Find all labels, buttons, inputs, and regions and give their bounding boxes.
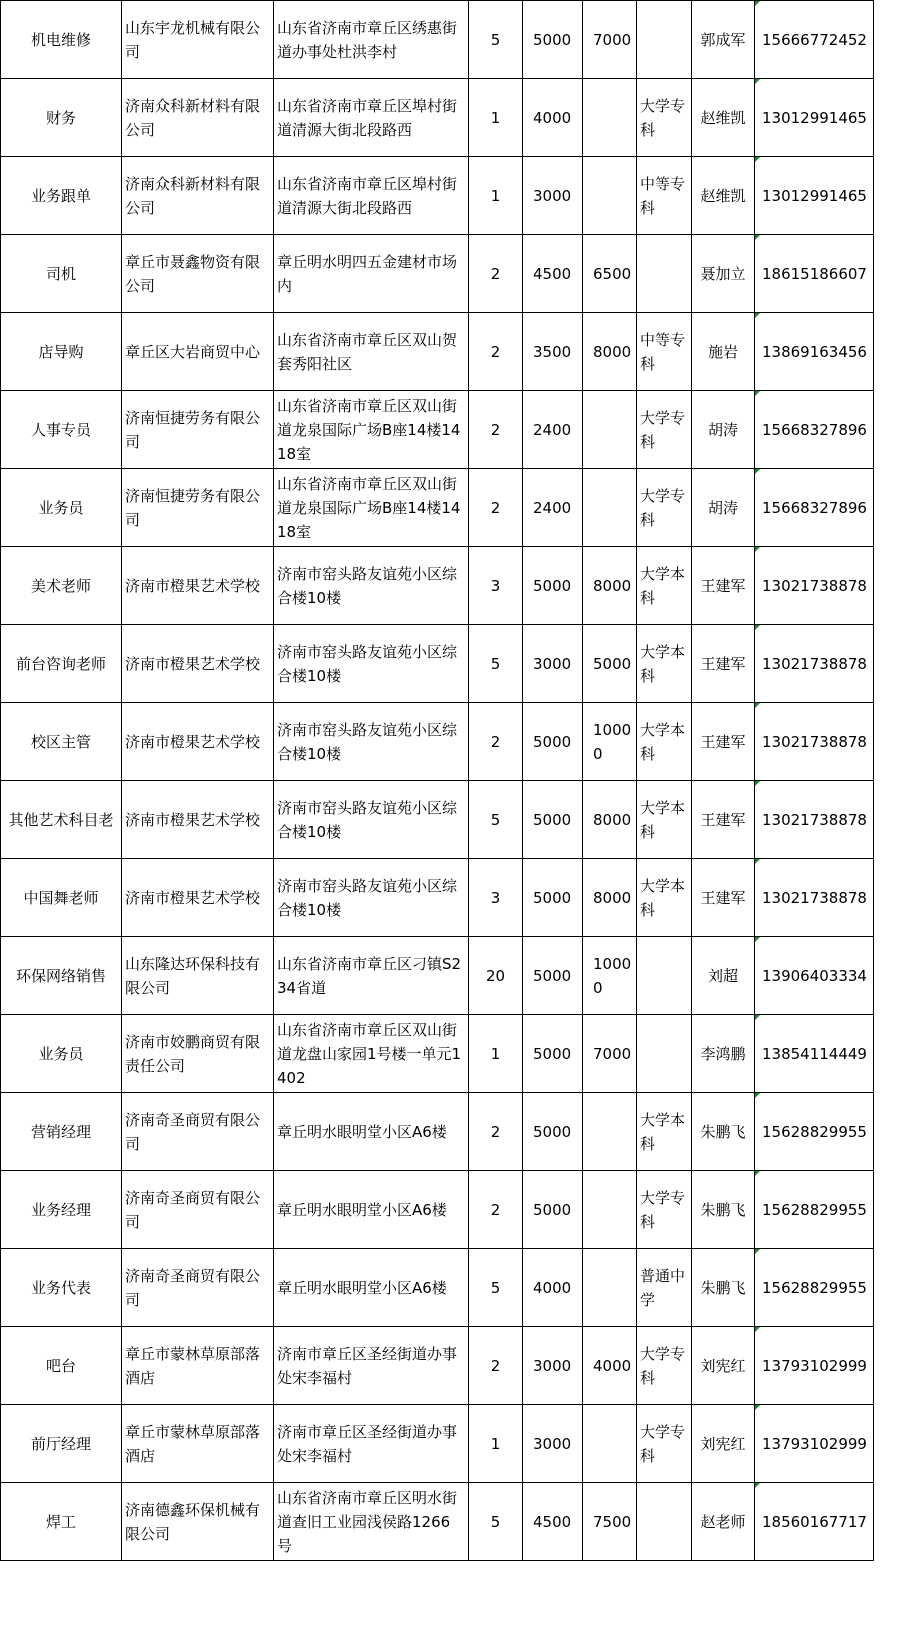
salary-min-cell: 2400	[523, 391, 583, 469]
headcount-cell: 5	[469, 625, 523, 703]
contact-cell: 朱鹏飞	[692, 1171, 755, 1249]
contact-cell: 施岩	[692, 313, 755, 391]
company-cell: 山东隆达环保科技有限公司	[122, 937, 274, 1015]
address-cell: 济南市窑头路友谊苑小区综合楼10楼	[274, 625, 469, 703]
company-cell: 济南奇圣商贸有限公司	[122, 1249, 274, 1327]
table-row	[1, 1327, 874, 1405]
address-cell: 山东省济南市章丘区埠村街道清源大街北段路西	[274, 157, 469, 235]
company-cell: 济南恒捷劳务有限公司	[122, 469, 274, 547]
phone-cell: 13021738878	[755, 859, 874, 937]
address-cell: 济南市章丘区圣经街道办事处宋李福村	[274, 1405, 469, 1483]
education-cell: 大学专科	[637, 1405, 692, 1483]
salary-min-cell: 5000	[523, 1015, 583, 1093]
salary-max-cell: 10000	[583, 937, 637, 1015]
headcount-cell: 2	[469, 1327, 523, 1405]
phone-cell: 15668327896	[755, 469, 874, 547]
address-cell: 山东省济南市章丘区刁镇S234省道	[274, 937, 469, 1015]
job-title-cell: 前厅经理	[1, 1405, 122, 1483]
job-title-cell: 业务经理	[1, 1171, 122, 1249]
job-title-cell: 环保网络销售	[1, 937, 122, 1015]
table-row	[1, 313, 874, 391]
salary-max-cell: 8000	[583, 781, 637, 859]
education-cell: 大学本科	[637, 547, 692, 625]
education-cell: 普通中学	[637, 1249, 692, 1327]
headcount-cell: 3	[469, 859, 523, 937]
phone-cell: 13021738878	[755, 781, 874, 859]
education-cell	[637, 1483, 692, 1561]
contact-cell: 朱鹏飞	[692, 1249, 755, 1327]
job-title-cell: 吧台	[1, 1327, 122, 1405]
headcount-cell: 2	[469, 703, 523, 781]
salary-min-cell: 3000	[523, 1405, 583, 1483]
contact-cell: 王建军	[692, 703, 755, 781]
job-title-cell: 校区主管	[1, 703, 122, 781]
company-cell: 济南市橙果艺术学校	[122, 547, 274, 625]
education-cell: 大学本科	[637, 625, 692, 703]
salary-max-cell	[583, 469, 637, 547]
phone-cell: 13869163456	[755, 313, 874, 391]
contact-cell: 胡涛	[692, 391, 755, 469]
headcount-cell: 5	[469, 1, 523, 79]
headcount-cell: 2	[469, 1171, 523, 1249]
salary-min-cell: 2400	[523, 469, 583, 547]
address-cell: 章丘明水明四五金建材市场内	[274, 235, 469, 313]
headcount-cell: 1	[469, 1015, 523, 1093]
job-title-cell: 营销经理	[1, 1093, 122, 1171]
contact-cell: 王建军	[692, 859, 755, 937]
table-row	[1, 547, 874, 625]
contact-cell: 郭成军	[692, 1, 755, 79]
salary-max-cell: 10000	[583, 703, 637, 781]
table-row	[1, 1093, 874, 1171]
phone-cell: 13793102999	[755, 1327, 874, 1405]
headcount-cell: 1	[469, 79, 523, 157]
salary-max-cell: 6500	[583, 235, 637, 313]
job-title-cell: 业务跟单	[1, 157, 122, 235]
headcount-cell: 2	[469, 391, 523, 469]
company-cell: 济南众科新材料有限公司	[122, 157, 274, 235]
headcount-cell: 20	[469, 937, 523, 1015]
table-row	[1, 937, 874, 1015]
salary-min-cell: 3000	[523, 157, 583, 235]
education-cell: 中等专科	[637, 157, 692, 235]
address-cell: 济南市窑头路友谊苑小区综合楼10楼	[274, 859, 469, 937]
salary-max-cell: 8000	[583, 859, 637, 937]
salary-min-cell: 5000	[523, 937, 583, 1015]
phone-cell: 15668327896	[755, 391, 874, 469]
job-title-cell: 美术老师	[1, 547, 122, 625]
company-cell: 济南市橙果艺术学校	[122, 859, 274, 937]
company-cell: 济南德鑫环保机械有限公司	[122, 1483, 274, 1561]
salary-min-cell: 5000	[523, 1, 583, 79]
company-cell: 济南市橙果艺术学校	[122, 625, 274, 703]
table-row	[1, 1171, 874, 1249]
education-cell: 大学专科	[637, 469, 692, 547]
company-cell: 济南众科新材料有限公司	[122, 79, 274, 157]
salary-max-cell: 7000	[583, 1, 637, 79]
table-row	[1, 1015, 874, 1093]
salary-min-cell: 5000	[523, 547, 583, 625]
phone-cell: 13012991465	[755, 157, 874, 235]
table-row	[1, 703, 874, 781]
address-cell: 济南市章丘区圣经街道办事处宋李福村	[274, 1327, 469, 1405]
contact-cell: 朱鹏飞	[692, 1093, 755, 1171]
company-cell: 章丘市聂鑫物资有限公司	[122, 235, 274, 313]
company-cell: 山东宇龙机械有限公司	[122, 1, 274, 79]
contact-cell: 刘超	[692, 937, 755, 1015]
table-row	[1, 235, 874, 313]
address-cell: 山东省济南市章丘区绣惠街道办事处杜洪李村	[274, 1, 469, 79]
education-cell: 中等专科	[637, 313, 692, 391]
company-cell: 章丘市蒙林草原部落酒店	[122, 1405, 274, 1483]
company-cell: 章丘市蒙林草原部落酒店	[122, 1327, 274, 1405]
salary-min-cell: 5000	[523, 1093, 583, 1171]
phone-cell: 18615186607	[755, 235, 874, 313]
address-cell: 章丘明水眼明堂小区A6楼	[274, 1171, 469, 1249]
salary-max-cell: 7500	[583, 1483, 637, 1561]
headcount-cell: 2	[469, 235, 523, 313]
job-title-cell: 店导购	[1, 313, 122, 391]
job-title-cell: 业务代表	[1, 1249, 122, 1327]
job-title-cell: 机电维修	[1, 1, 122, 79]
salary-max-cell: 4000	[583, 1327, 637, 1405]
salary-min-cell: 5000	[523, 859, 583, 937]
education-cell: 大学专科	[637, 1171, 692, 1249]
company-cell: 济南奇圣商贸有限公司	[122, 1171, 274, 1249]
phone-cell: 13012991465	[755, 79, 874, 157]
phone-cell: 13793102999	[755, 1405, 874, 1483]
company-cell: 济南恒捷劳务有限公司	[122, 391, 274, 469]
contact-cell: 赵老师	[692, 1483, 755, 1561]
salary-min-cell: 3000	[523, 625, 583, 703]
contact-cell: 王建军	[692, 547, 755, 625]
phone-cell: 13906403334	[755, 937, 874, 1015]
address-cell: 章丘明水眼明堂小区A6楼	[274, 1249, 469, 1327]
contact-cell: 王建军	[692, 625, 755, 703]
table-body	[1, 1, 874, 1561]
phone-cell: 13021738878	[755, 547, 874, 625]
company-cell: 济南市橙果艺术学校	[122, 781, 274, 859]
education-cell: 大学本科	[637, 1093, 692, 1171]
salary-max-cell: 8000	[583, 313, 637, 391]
table-row	[1, 1405, 874, 1483]
education-cell: 大学专科	[637, 391, 692, 469]
table-row	[1, 157, 874, 235]
job-title-cell: 业务员	[1, 1015, 122, 1093]
education-cell: 大学本科	[637, 703, 692, 781]
salary-max-cell	[583, 1249, 637, 1327]
education-cell	[637, 1, 692, 79]
contact-cell: 李鸿鹏	[692, 1015, 755, 1093]
job-title-cell: 焊工	[1, 1483, 122, 1561]
table-row	[1, 1483, 874, 1561]
phone-cell: 15628829955	[755, 1093, 874, 1171]
education-cell: 大学专科	[637, 1327, 692, 1405]
salary-min-cell: 5000	[523, 703, 583, 781]
address-cell: 济南市窑头路友谊苑小区综合楼10楼	[274, 781, 469, 859]
salary-min-cell: 3000	[523, 1327, 583, 1405]
headcount-cell: 1	[469, 157, 523, 235]
phone-cell: 13021738878	[755, 703, 874, 781]
job-title-cell: 财务	[1, 79, 122, 157]
education-cell	[637, 235, 692, 313]
phone-cell: 15666772452	[755, 1, 874, 79]
address-cell: 山东省济南市章丘区双山贺套秀阳社区	[274, 313, 469, 391]
education-cell: 大学专科	[637, 79, 692, 157]
table-row	[1, 391, 874, 469]
address-cell: 济南市窑头路友谊苑小区综合楼10楼	[274, 547, 469, 625]
salary-max-cell	[583, 391, 637, 469]
phone-cell: 13021738878	[755, 625, 874, 703]
job-title-cell: 前台咨询老师	[1, 625, 122, 703]
address-cell: 山东省济南市章丘区明水街道查旧工业园浅侯路1266号	[274, 1483, 469, 1561]
headcount-cell: 2	[469, 469, 523, 547]
contact-cell: 刘宪红	[692, 1327, 755, 1405]
salary-max-cell: 5000	[583, 625, 637, 703]
salary-max-cell: 8000	[583, 547, 637, 625]
salary-max-cell: 7000	[583, 1015, 637, 1093]
address-cell: 章丘明水眼明堂小区A6楼	[274, 1093, 469, 1171]
salary-max-cell	[583, 157, 637, 235]
company-cell: 章丘区大岩商贸中心	[122, 313, 274, 391]
salary-min-cell: 4500	[523, 235, 583, 313]
headcount-cell: 1	[469, 1405, 523, 1483]
phone-cell: 15628829955	[755, 1171, 874, 1249]
education-cell: 大学本科	[637, 859, 692, 937]
job-title-cell: 业务员	[1, 469, 122, 547]
education-cell: 大学本科	[637, 781, 692, 859]
salary-min-cell: 5000	[523, 1171, 583, 1249]
job-title-cell: 人事专员	[1, 391, 122, 469]
salary-min-cell: 3500	[523, 313, 583, 391]
address-cell: 山东省济南市章丘区埠村街道清源大街北段路西	[274, 79, 469, 157]
address-cell: 山东省济南市章丘区双山街道龙泉国际广场B座14楼1418室	[274, 391, 469, 469]
salary-min-cell: 4000	[523, 1249, 583, 1327]
salary-max-cell	[583, 1093, 637, 1171]
phone-cell: 15628829955	[755, 1249, 874, 1327]
table-row	[1, 859, 874, 937]
education-cell	[637, 937, 692, 1015]
salary-max-cell	[583, 79, 637, 157]
company-cell: 济南市姣鹏商贸有限责任公司	[122, 1015, 274, 1093]
contact-cell: 刘宪红	[692, 1405, 755, 1483]
table-row	[1, 79, 874, 157]
table-row	[1, 1, 874, 79]
salary-max-cell	[583, 1405, 637, 1483]
phone-cell: 18560167717	[755, 1483, 874, 1561]
phone-cell: 13854114449	[755, 1015, 874, 1093]
contact-cell: 赵维凯	[692, 157, 755, 235]
headcount-cell: 2	[469, 1093, 523, 1171]
salary-min-cell: 4500	[523, 1483, 583, 1561]
job-title-cell: 中国舞老师	[1, 859, 122, 937]
salary-max-cell	[583, 1171, 637, 1249]
table-row	[1, 625, 874, 703]
headcount-cell: 5	[469, 1483, 523, 1561]
headcount-cell: 5	[469, 1249, 523, 1327]
table-row	[1, 1249, 874, 1327]
company-cell: 济南奇圣商贸有限公司	[122, 1093, 274, 1171]
contact-cell: 赵维凯	[692, 79, 755, 157]
table-row	[1, 781, 874, 859]
salary-min-cell: 4000	[523, 79, 583, 157]
company-cell: 济南市橙果艺术学校	[122, 703, 274, 781]
headcount-cell: 2	[469, 313, 523, 391]
address-cell: 济南市窑头路友谊苑小区综合楼10楼	[274, 703, 469, 781]
headcount-cell: 3	[469, 547, 523, 625]
contact-cell: 聂加立	[692, 235, 755, 313]
address-cell: 山东省济南市章丘区双山街道龙泉国际广场B座14楼1418室	[274, 469, 469, 547]
job-title-cell: 其他艺术科目老	[1, 781, 122, 859]
headcount-cell: 5	[469, 781, 523, 859]
salary-min-cell: 5000	[523, 781, 583, 859]
job-title-cell: 司机	[1, 235, 122, 313]
address-cell: 山东省济南市章丘区双山街道龙盘山家园1号楼一单元1402	[274, 1015, 469, 1093]
contact-cell: 王建军	[692, 781, 755, 859]
contact-cell: 胡涛	[692, 469, 755, 547]
education-cell	[637, 1015, 692, 1093]
table-row	[1, 469, 874, 547]
